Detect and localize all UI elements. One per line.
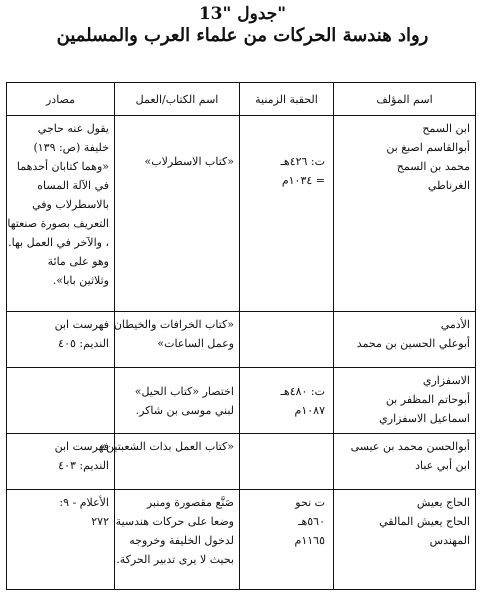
era-line: = ١٠٣٤م: [281, 174, 325, 187]
author-line: المهندس: [429, 534, 470, 547]
table-title: رواد هندسة الحركات من علماء العرب والمسلمين: [56, 25, 429, 46]
author-line: اسماعيل الاسفزاري: [379, 412, 470, 425]
source-line: وثلاثين بابا».: [52, 274, 109, 287]
author-cell: [334, 116, 476, 312]
source-line: ، والآخر في العمل بها.: [8, 236, 109, 249]
book-cell: [115, 368, 240, 434]
header-author: اسم المؤلف: [334, 83, 476, 116]
book-line: لبني موسى بن شاكر.: [135, 404, 234, 417]
table-caption: جدول "13": [198, 4, 287, 24]
book-line: «كتاب الخرافات والخيطان: [113, 318, 234, 331]
table-row: [7, 116, 476, 312]
source-line: التعريف بصورة صنعتها: [7, 217, 109, 230]
table-row: [7, 368, 476, 434]
book-cell: [115, 116, 240, 312]
author-line: ابن السمح: [422, 122, 470, 135]
book-line: وضعا على حركات هندسية: [115, 515, 234, 528]
book-line: لدخول الخليفة وخروجه: [129, 534, 234, 547]
source-line: وهو على مائة: [47, 255, 109, 268]
header-book: اسم الكتاب/العمل: [115, 83, 240, 116]
era-cell: [240, 368, 334, 434]
author-line: أبوالحسن محمد بن عيسى: [350, 440, 470, 453]
pioneers-table: [6, 82, 476, 590]
source-line: النديم: ٤٠٣: [58, 459, 109, 472]
source-cell: [7, 312, 115, 368]
era-line: ت: ٤٨٠هـ: [280, 385, 325, 398]
book-line: صَنَّع مقصورة ومنبر: [146, 496, 234, 509]
era-line: ت نحو: [295, 496, 325, 509]
header-row: [7, 83, 476, 116]
source-line: يقول عنه حاجي: [37, 122, 109, 135]
era-line: ت: ٤٢٦هـ: [280, 155, 325, 168]
table-row: [7, 490, 476, 590]
source-line: فهرست ابن: [54, 318, 109, 331]
era-line: ١٠٨٧م: [294, 404, 325, 417]
book-cell: [115, 312, 240, 368]
header-era: الحقبة الزمنية: [240, 83, 334, 116]
book-cell: [115, 490, 240, 590]
era-cell: [240, 312, 334, 368]
era-cell: [240, 116, 334, 312]
source-line: الأعلام - ٩:: [59, 496, 109, 509]
source-line: «وهما كتابان أحدهما: [16, 160, 109, 173]
author-line: أبوعلي الحسين بن محمد: [356, 337, 470, 350]
author-line: الغرناطي: [427, 179, 470, 192]
header-source: مصادر: [7, 83, 115, 116]
source-line: بالاسطرلاب وفي: [32, 198, 109, 211]
book-line: «كتاب الاسطرلاب»: [144, 155, 234, 168]
author-line: أبوحاتم المظفر بن: [385, 393, 470, 406]
era-cell: [240, 434, 334, 490]
source-cell: [7, 368, 115, 434]
author-line: الحاج يعيش المالقي: [379, 515, 470, 528]
author-cell: [334, 490, 476, 590]
author-line: الأدمي: [440, 318, 470, 331]
source-line: فهرست ابن: [54, 440, 109, 453]
era-line: ١١٦٥م: [294, 534, 325, 547]
author-line: الاسفزاري: [422, 374, 470, 387]
book-line: وعمل الساعات»: [157, 337, 234, 350]
book-cell: [99, 434, 240, 490]
source-line: في الآلة المساه: [37, 179, 109, 192]
source-cell: [7, 116, 115, 312]
book-line: بحيث لا يرى تدبير الحركة.: [116, 553, 234, 566]
source-cell: [7, 434, 115, 490]
era-cell: [240, 490, 334, 590]
era-line: ٥٦٠هـ: [298, 515, 325, 528]
source-line: النديم: ٤٠٥: [58, 337, 109, 350]
author-line: ابن أبي عباد: [415, 459, 470, 472]
author-line: أبوالقاسم اصبغ بن: [386, 141, 470, 154]
author-line: محمد بن السمح: [396, 160, 470, 173]
book-line: اختصار «كتاب الحيل»: [134, 385, 234, 398]
author-cell: [334, 368, 476, 434]
author-cell: [334, 434, 476, 490]
source-line: خليفة (ص: ١٣٩): [33, 141, 109, 154]
source-line: ٢٧٢: [91, 515, 109, 528]
table-row: [7, 312, 476, 368]
source-cell: [7, 490, 115, 590]
book-line: «كتاب العمل بذات الشعبتين»: [99, 440, 234, 453]
author-cell: [334, 312, 476, 368]
author-line: الحاج يعيش: [416, 496, 470, 509]
table-body: [7, 116, 476, 590]
table-row: [7, 434, 476, 490]
